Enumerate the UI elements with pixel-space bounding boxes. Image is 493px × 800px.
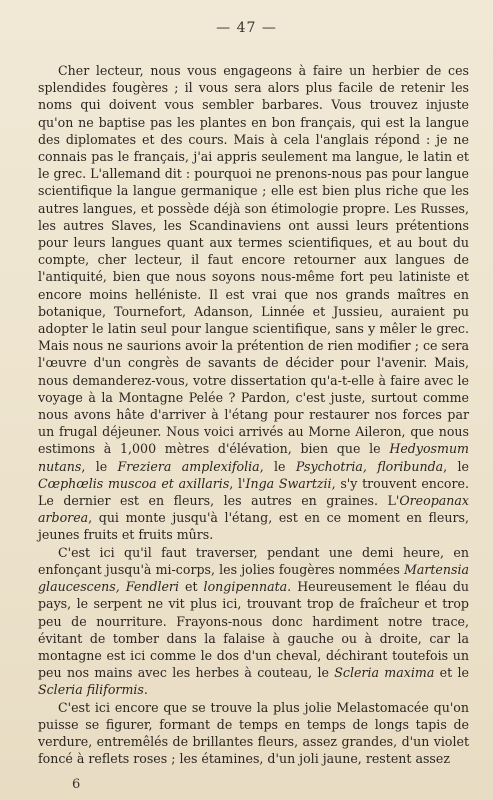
body-text [38, 62, 469, 767]
paragraph [38, 544, 469, 699]
italic-text: Hedyosmum nutans [38, 441, 469, 474]
signature-mark: 6 [72, 777, 81, 792]
italic-text: Psychotria, floribunda [295, 458, 444, 474]
italic-text: Scleria filiformis [38, 682, 144, 698]
text-run: , l' [229, 475, 246, 491]
text-run: et [178, 579, 204, 595]
text-run: C'est ici encore que se trouve la plus jolie Melastomacée qu'on puisse se figurer, formant de temps en temps de longs tapis de verdure, entremêlés de brillantes fleurs, assez grandes, d'un violet foncé à reflets roses ; les étamines, d'un joli jaune, restent assez [38, 699, 469, 767]
text-run: , le [81, 458, 118, 474]
page-number: — 47 — [216, 20, 277, 36]
italic-text: Martensia glaucescens, Fendleri [38, 561, 469, 595]
text-run: . [143, 682, 148, 698]
text-run: , s'y trouvent encore. Le dernier est en fleurs, les autres en graines. L' [38, 475, 469, 509]
italic-text: longipennata [203, 579, 288, 595]
text-run: , le [443, 458, 469, 474]
italic-text: Inga Swartzii [245, 475, 332, 491]
italic-text: Freziera amplexifolia [117, 458, 260, 474]
paragraph [38, 62, 469, 544]
text-run: . Heureusement le fléau du pays, le serpent ne vit plus ici, trouvant trop de fraîcheur et trop peu de nourriture. Frayons-nous donc hardiment notre trace, évitant de tomber dans la falaise à gauche ou à droite, car la montagne est ici comme le dos d'un cheval, déchirant toutefois un peu nos mains avec les herbes à couteau, le [38, 579, 469, 681]
text-run: , le [259, 458, 296, 474]
text-run: Cher lecteur, nous vous engageons à faire un herbier de ces splendides fougères ; il vous sera alors plus facile de retenir les noms qui doivent vous sembler barbares. Vous trouvez injuste qu'on ne baptise pas les plantes en bon français, qui est la langue des diplomates et des cours. Mais à cela l'anglais répond : je ne connais pas le français, j'ai appris seulement ma langue, le latin et le grec. L'allemand dit : pourquoi ne prenons-nous pas pour langue scientifique la langue germanique ; elle est bien plus riche que les autres langues, et possède déjà son étimologie propre. Les Russes, les autres Slaves, les Scandinaviens ont aussi leurs prétentions pour leurs langues quant aux termes scientifiques, et au bout du compte, cher lecteur, il faut encore retourner aux langues de l'antiquité, bien que nous soyons nous-même fort peu latiniste et encore moins helléniste. Il est vrai que nos grands maîtres en botanique, Tournefort, Adanson, Linnée et Jussieu, auraient pu adopter le latin seul pour langue scientifique, sans y mêler le grec. Mais nous ne saurions avoir la prétention de rien modifier ; ce sera l'œuvre d'un congrès de savants de décider pour l'avenir. Mais, nous demanderez-vous, votre dissertation qu'a-t-elle à faire avec le voyage à la Montagne Pelée ? Pardon, c'est juste, surtout comme nous avons hâte d'arriver à l'étang pour restaurer nos forces par un frugal déjeuner. Nous voici arrivés au Morne Aileron, que nous estimons à 1,000 mètres d'élévation, bien que le [38, 63, 469, 457]
text-run: , qui monte jusqu'à l'étang, est en ce moment en fleurs, jeunes fruits et fruits mûrs. [38, 510, 469, 543]
italic-text: Scleria maxima [334, 665, 435, 681]
text-run: C'est ici qu'il faut traverser, pendant une demi heure, en enfonçant jusqu'à mi-corps, les jolies fougères nommées [38, 544, 469, 577]
italic-text: Oreopanax arborea [38, 493, 469, 526]
italic-text: Cœphœlis muscoa et axillaris [38, 475, 230, 491]
paragraph [38, 699, 469, 768]
text-run: et le [434, 665, 469, 681]
